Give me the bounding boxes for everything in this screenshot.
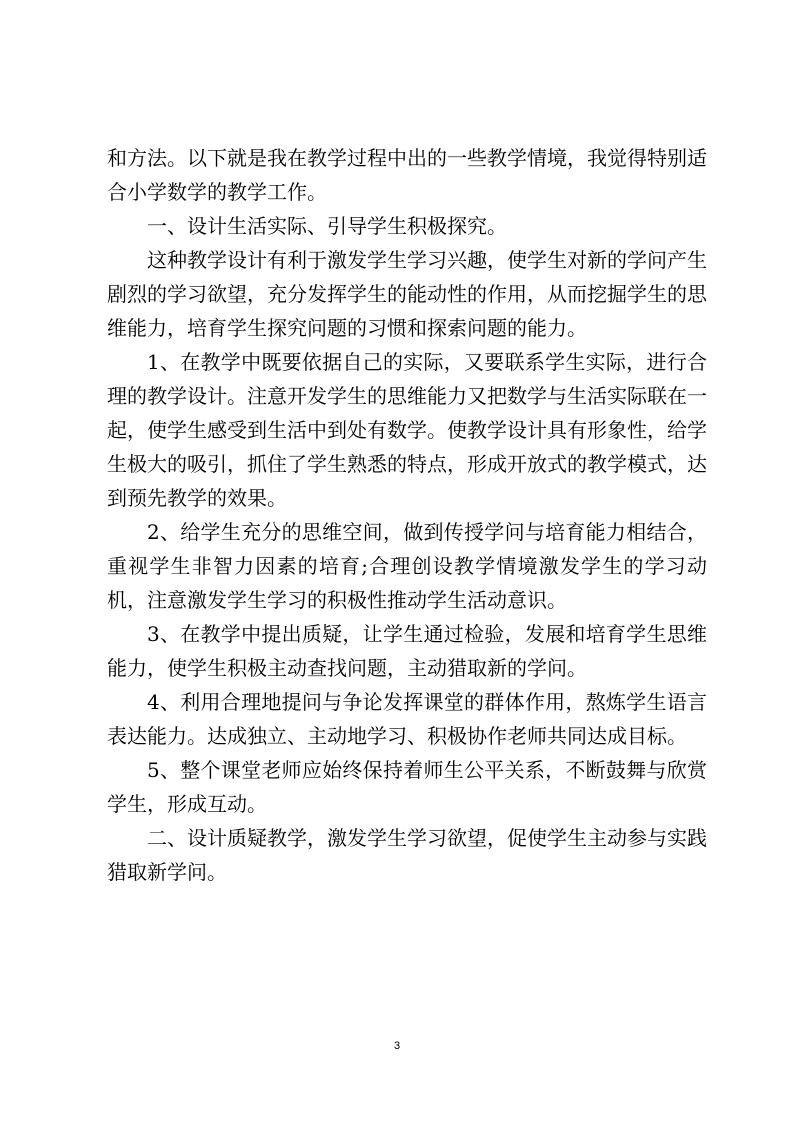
list-item-3: 3、在教学中提出质疑，让学生通过检验，发展和培育学生思维能力，使学生积极主动查找问题，主动猎取新的学问。 <box>107 622 707 680</box>
section-heading-2: 二、设计质疑教学，激发学生学习欲望，促使学生主动参与实践猎取新学问。 <box>107 826 707 884</box>
list-item-2: 2、给学生充分的思维空间，做到传授学问与培育能力相结合，重视学生非智力因素的培育;合理创设教学情境激发学生的学习动机，注意激发学生学习的积极性推动学生活动意识。 <box>107 520 707 612</box>
list-item-4: 4、利用合理地提问与争论发挥课堂的群体作用，熬炼学生语言表达能力。达成独立、主动地学习、积极协作老师共同达成目标。 <box>107 690 707 748</box>
list-item-5: 5、整个课堂老师应始终保持着师生公平关系，不断鼓舞与欣赏学生，形成互动。 <box>107 758 707 816</box>
paragraph-section-1-summary: 这种教学设计有利于激发学生学习兴趣，使学生对新的学问产生剧烈的学习欲望，充分发挥学生的能动性的作用，从而挖掘学生的思维能力，培育学生探究问题的习惯和探索问题的能力。 <box>107 248 707 340</box>
section-heading-1: 一、设计生活实际、引导学生积极探究。 <box>147 214 507 238</box>
page-number: 3 <box>393 1040 401 1052</box>
list-item-1: 1、在教学中既要依据自己的实际，又要联系学生实际，进行合理的教学设计。注意开发学生的思维能力又把数学与生活实际联在一起，使学生感受到生活中到处有数学。使教学设计具有形象性，给学生极大的吸引，抓住了学生熟悉的特点，形成开放式的教学模式，达到预先教学的效果。 <box>107 350 707 510</box>
paragraph-intro-continuation: 和方法。以下就是我在教学过程中出的一些教学情境，我觉得特别适合小学数学的教学工作。 <box>107 146 707 204</box>
document-body <box>107 141 707 889</box>
